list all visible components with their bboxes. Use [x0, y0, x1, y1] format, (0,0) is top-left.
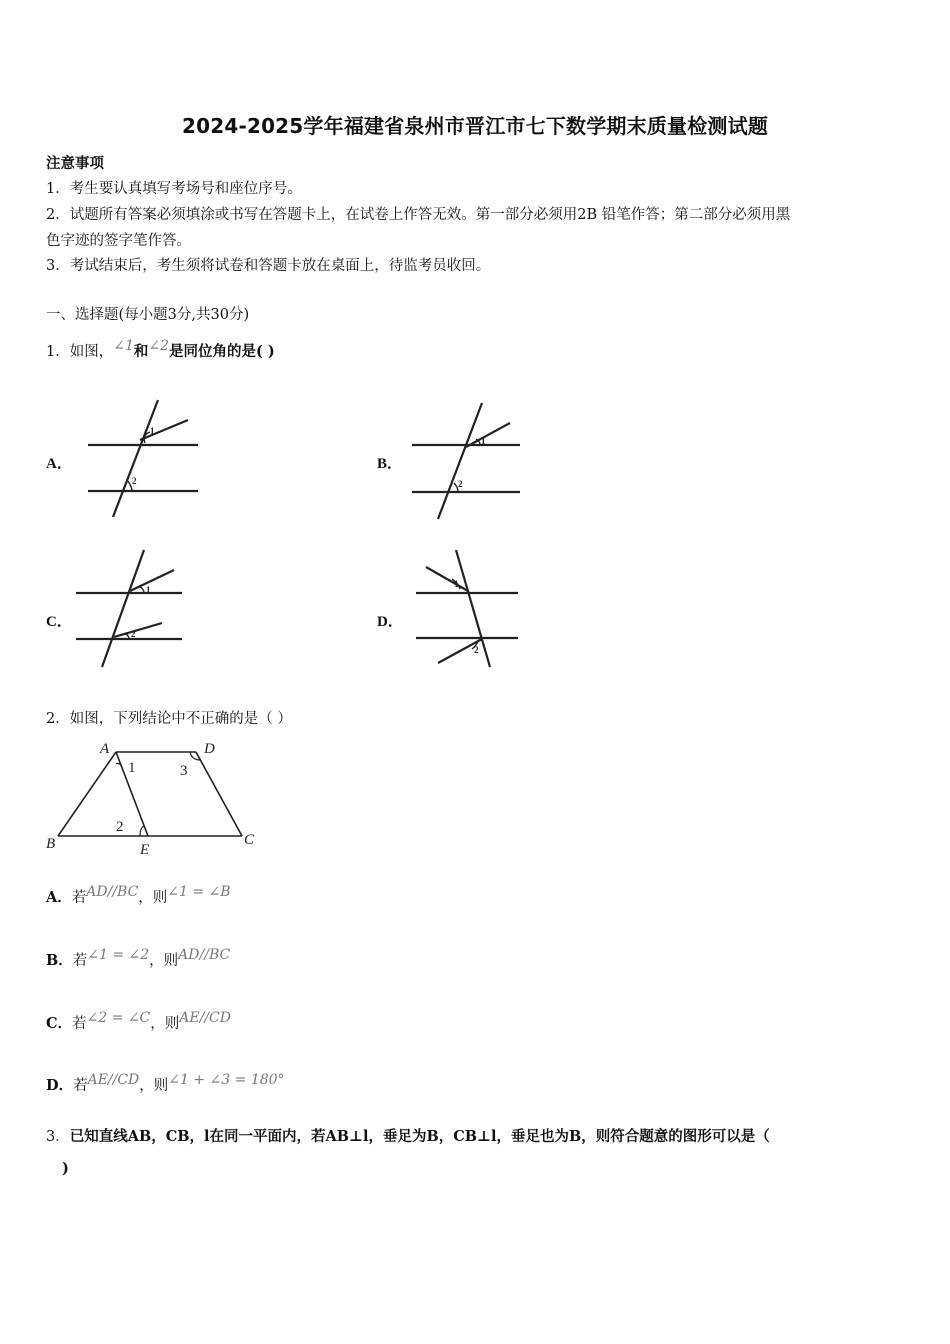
- option-label: C．: [46, 1015, 73, 1032]
- segment-dc: [196, 752, 242, 836]
- figure-option-a: [80, 395, 210, 525]
- angle-number: 2: [116, 819, 124, 835]
- condition-formula: AD//BC: [86, 884, 139, 900]
- question-2-stem: [46, 707, 292, 728]
- vertex-label: E: [140, 842, 150, 858]
- notice-item: 2．试题所有答案必须填涂或书写在答题卡上，在试卷上作答无效。第一部分必须用2B 铅笔作答；第二部分必须用黑: [46, 207, 791, 223]
- vertex-label: C: [244, 832, 255, 848]
- conclusion-formula: ∠1 + ∠3 = 180°: [168, 1072, 285, 1088]
- option-d-label: D．: [377, 614, 403, 630]
- option-c-label: C．: [46, 614, 72, 630]
- vertex-label: A: [100, 741, 110, 757]
- option-label: D．: [46, 1077, 74, 1094]
- angle-label: 2: [458, 479, 463, 489]
- figure-option-c: [72, 545, 202, 675]
- figure-q2-trapezoid: [44, 738, 264, 858]
- angle-label: 1: [454, 579, 459, 589]
- q2-option-c: [46, 1012, 231, 1033]
- exam-title: 2024-2025学年福建省泉州市晋江市七下数学期末质量检测试题: [181, 114, 769, 138]
- option-b-label: B．: [377, 456, 403, 472]
- question-text: 是同位角的是( ): [169, 343, 275, 360]
- figure-option-b: [408, 395, 538, 525]
- question-text: 如图，: [69, 344, 114, 360]
- condition-formula: AE//CD: [87, 1072, 140, 1088]
- question-text: 和: [133, 343, 149, 360]
- q2-option-b: [46, 949, 230, 970]
- option-label: A．: [46, 889, 72, 906]
- option-text: 若: [71, 890, 87, 906]
- option-text: 若: [72, 953, 88, 969]
- q2-option-a: [46, 886, 231, 907]
- condition-formula: ∠1 = ∠2: [87, 947, 150, 963]
- angle-number: 1: [128, 760, 136, 776]
- notice-item: 1．考生要认真填写考场号和座位序号。: [46, 181, 302, 197]
- question-number: 2．: [46, 711, 70, 727]
- notice-item: 3．考试结束后，考生须将试卷和答题卡放在桌面上，待监考员收回。: [46, 258, 491, 274]
- question-text: 如图，下列结论中不正确的是（ ）: [69, 711, 292, 727]
- q2-option-d: [46, 1074, 285, 1095]
- option-text: 若: [73, 1078, 88, 1094]
- segment-ab: [58, 752, 116, 836]
- angle-label: 2: [474, 645, 479, 655]
- angle-number: 3: [180, 763, 188, 779]
- option-text: 若: [72, 1016, 87, 1032]
- notice-item: 色字迹的签字笔作答。: [46, 233, 191, 249]
- option-text: ，则: [150, 1016, 180, 1032]
- question-3-close: ): [62, 1160, 69, 1177]
- ray-line: [114, 623, 162, 637]
- question-text: 已知直线AB，CB，l在同一平面内，若AB⊥l，垂足为B，CB⊥l，垂足也为B，则符合题意的图形可以是（: [69, 1128, 770, 1145]
- angle-1-formula: ∠1: [113, 338, 134, 354]
- question-number: 3．: [46, 1129, 70, 1145]
- vertex-label: B: [46, 836, 56, 852]
- option-text: ，则: [149, 953, 179, 969]
- angle-label: 1: [146, 585, 151, 595]
- condition-formula: ∠2 = ∠C: [86, 1010, 151, 1026]
- angle-2-formula: ∠2: [148, 338, 170, 354]
- option-text: ，则: [138, 890, 168, 906]
- transversal-line: [113, 400, 158, 517]
- angle-label: 1: [150, 426, 155, 436]
- conclusion-formula: AE//CD: [179, 1010, 231, 1026]
- angle-label: 2: [131, 629, 136, 639]
- notice-heading: 注意事项: [46, 155, 104, 172]
- option-text: ，则: [139, 1078, 169, 1094]
- vertex-label: D: [204, 741, 215, 757]
- figure-option-d: [412, 545, 542, 675]
- question-1-stem: [46, 340, 275, 361]
- question-3-stem: [46, 1125, 770, 1146]
- transversal-line: [438, 403, 482, 519]
- angle-arc: [140, 826, 144, 836]
- transversal-line: [102, 550, 144, 667]
- conclusion-formula: ∠1 = ∠B: [167, 884, 231, 900]
- angle-label: 2: [132, 476, 137, 486]
- conclusion-formula: AD//BC: [178, 947, 231, 963]
- option-label: B．: [46, 952, 73, 969]
- section-heading: 一、选择题(每小题3分,共30分): [46, 307, 250, 323]
- question-number: 1．: [46, 344, 70, 360]
- option-a-label: A．: [46, 456, 72, 472]
- angle-label: 1: [481, 436, 486, 446]
